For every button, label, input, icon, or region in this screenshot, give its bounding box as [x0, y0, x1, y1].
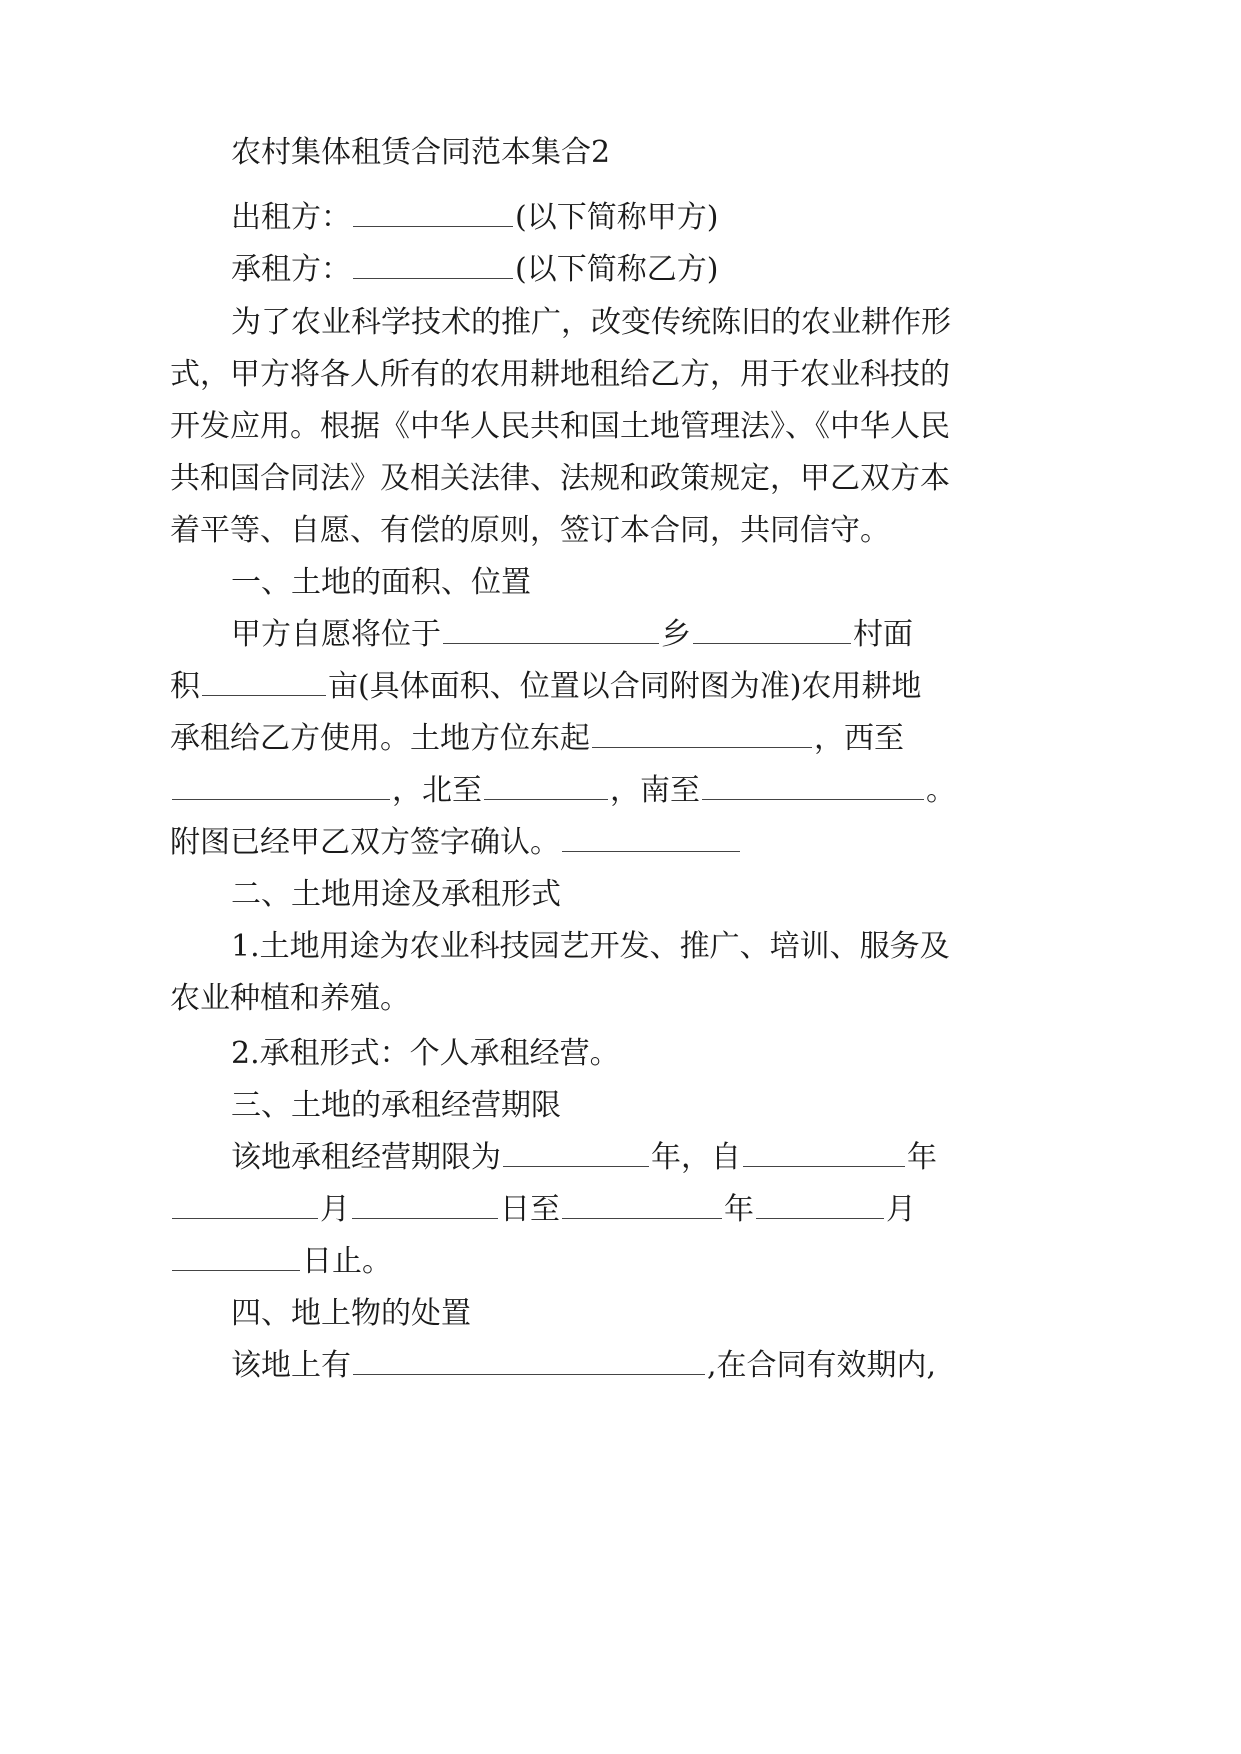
intro-line: 式，甲方将各人所有的农用耕地租给乙方，用于农业科技的	[170, 357, 950, 392]
area-blank	[202, 669, 326, 696]
south-blank	[702, 773, 924, 800]
lessor-blank	[353, 200, 513, 227]
years-blank	[503, 1140, 649, 1167]
intro-line: 着平等、自愿、有偿的原则，签订本合同，共同信守。	[170, 513, 890, 548]
section3-line-1: 该地承租经营期限为 年，自 年	[231, 1140, 937, 1175]
intro-line: 为了农业科学技术的推广，改变传统陈旧的农业耕作形	[231, 305, 951, 340]
start-year-blank	[743, 1140, 905, 1167]
section2-item-1: 1.土地用途为农业科技园艺开发、推广、培训、服务及	[231, 929, 950, 964]
end-year-blank	[562, 1192, 722, 1219]
start-month-blank	[172, 1192, 318, 1219]
end-day-blank	[172, 1244, 300, 1271]
section3-line-2: 月 日至 年 月	[170, 1190, 916, 1230]
west-blank	[172, 773, 390, 800]
section1-line-3: 承租给乙方使用。土地方位东起 ，西至	[170, 721, 904, 756]
section2-item-2: 2.承租形式：个人承租经营。	[231, 1036, 620, 1071]
start-day-blank	[352, 1192, 498, 1219]
end-month-blank	[756, 1192, 884, 1219]
intro-line: 共和国合同法》及相关法律、法规和政策规定，甲乙双方本	[170, 461, 950, 496]
section-heading: 三、土地的承租经营期限	[231, 1088, 561, 1123]
lessor-line: 出租方： (以下简称甲方)	[231, 200, 719, 235]
section-heading: 一、土地的面积、位置	[231, 565, 531, 600]
east-blank	[592, 721, 812, 748]
section1-line-1: 甲方自愿将位于 乡 村面	[231, 617, 913, 652]
section1-line-2: 积 亩(具体面积、位置以合同附图为准)农用耕地	[170, 669, 922, 704]
lessee-blank	[353, 252, 513, 279]
township-blank	[443, 617, 659, 644]
north-blank	[484, 773, 608, 800]
section2-item-1-cont: 农业种植和养殖。	[170, 981, 410, 1016]
section-heading: 四、地上物的处置	[231, 1296, 471, 1331]
section-heading: 二、土地用途及承租形式	[231, 877, 561, 912]
village-blank	[693, 617, 851, 644]
section1-line-5: 附图已经甲乙双方签字确认。	[170, 823, 742, 863]
ground-items-blank	[353, 1348, 705, 1375]
document-title: 农村集体租赁合同范本集合2	[231, 135, 611, 170]
section4-line-1: 该地上有 ,在合同有效期内,	[231, 1348, 937, 1383]
section1-line-4: ，北至 ，南至 。	[170, 771, 956, 811]
lessee-line: 承租方： (以下简称乙方)	[231, 252, 719, 287]
intro-line: 开发应用。根据《中华人民共和国土地管理法》、《中华人民	[170, 409, 950, 444]
section3-line-3: 日止。	[170, 1242, 392, 1282]
confirm-blank	[562, 825, 740, 852]
